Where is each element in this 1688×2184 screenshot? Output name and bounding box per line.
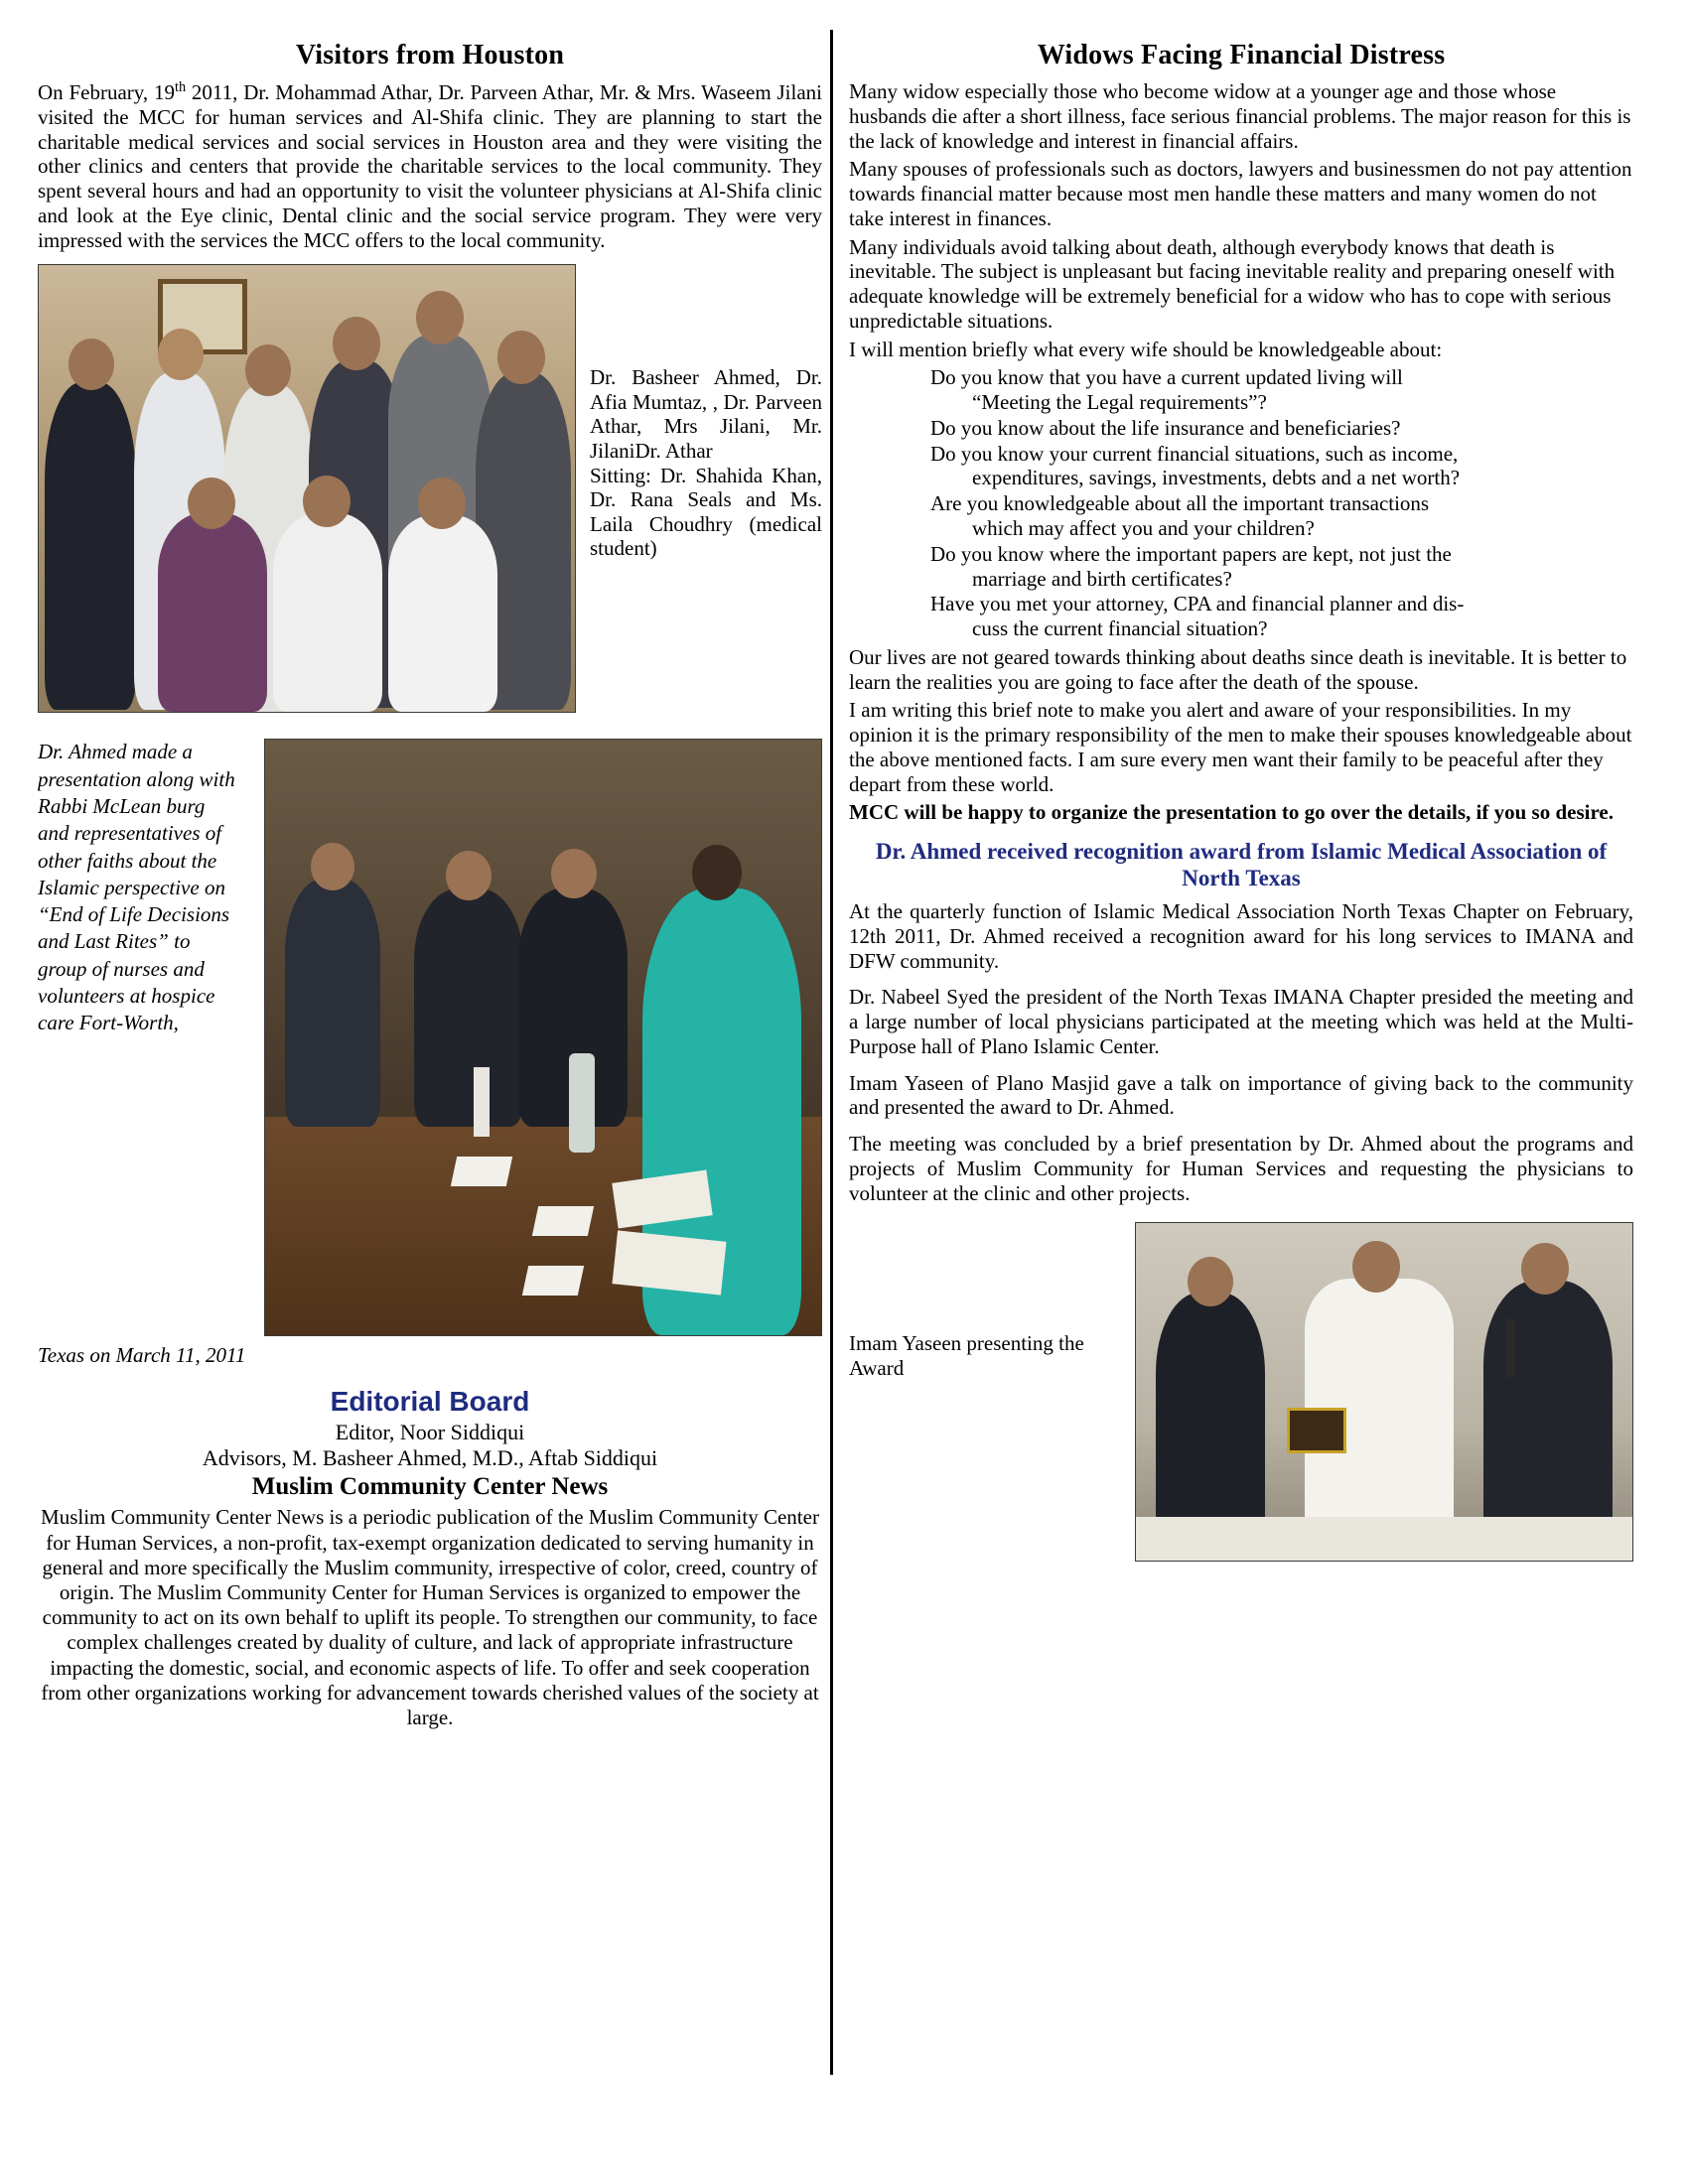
person-figure (273, 513, 382, 712)
person-head (245, 344, 291, 396)
visitors-headline: Visitors from Houston (295, 40, 565, 70)
person-head (1188, 1257, 1233, 1306)
list-item (930, 416, 1633, 441)
right-column (849, 40, 1633, 1562)
person-head (692, 845, 742, 900)
person-figure (45, 382, 136, 710)
question-main: Have you met your attorney, CPA and financial planner and dis- (930, 592, 1465, 616)
question-cont: which may affect you and your children? (972, 516, 1315, 541)
person-head (497, 331, 545, 384)
editorial-advisors: Advisors, M. Basheer Ahmed, M.D., Aftab Siddiqui (202, 1445, 658, 1471)
editorial-board-section (38, 1386, 822, 1730)
question-main: Do you know where the important papers are kept, not just the (930, 541, 1452, 566)
award-headline: Dr. Ahmed received recognition award from Islamic Medical Association of North Texas (875, 839, 1608, 890)
name-card (522, 1266, 584, 1296)
editorial-body-text: Muslim Community Center News is a periodic publication of the Muslim Community Center for Human Services, a non-profit, tax-exempt organization dedicated to serving humanity in general and more specifically the Muslim community, irrespective of color, creed, country of origin. The Muslim Community Center for Human Services is organized to empower the community to act on its own behalf to uplift its people. To strengthen our community, to face complex challenges created by duality of culture, and lack of appropriate infrastructure impacting the domestic, social, and economic aspects of life. To offer and seek cooperation from other organizations working for advancement towards cherished values of the society at large. (41, 1505, 819, 1729)
visitors-article-text: On February, 19th 2011, Dr. Mohammad Athar, Dr. Parveen Athar, Mr. & Mrs. Waseem Jilani visited the MCC for human services and Al-Shifa clinic. They are planning to start the charitable medical services and social services in Houston area and they were visiting the other clinics and centers that provide the charitable services to the local community. They spent several hours and had an opportunity to visit the volunteer physicians at Al-Shifa clinic and look at the Eye clinic, Dental clinic and the social service program. They were very impressed with the services the MCC offers to the local community. (38, 79, 823, 252)
column-divider (830, 30, 833, 2075)
award-paragraph-4: The meeting was concluded by a brief presentation by Dr. Ahmed about the programs and projects of Muslim Community for Human Services and requesting the physicians to volunteer at the clinic and other projects. (849, 1132, 1633, 1205)
panel-photo-caption-text: Dr. Ahmed made a presentation along with Rabbi McLean burg and representatives of other faiths about the Islamic perspective on “End of Life Decisions and Last Rites” to group of nurses and volunteers at hospice care Fort-Worth, (38, 740, 235, 1035)
water-bottle (569, 1053, 595, 1153)
panel-discussion-photo (264, 739, 822, 1336)
group-photo-caption-seated: Sitting: Dr. Shahida Khan, Dr. Rana Seals and Ms. Laila Choudhry (medical student) (590, 463, 822, 561)
person-head (158, 329, 204, 380)
question-main: Do you know your current financial situations, such as income, (930, 441, 1459, 466)
editorial-publication-name: Muslim Community Center News (251, 1473, 609, 1501)
widows-question-list (891, 365, 1633, 640)
widows-paragraph-6: I am writing this brief note to make you alert and aware of your responsibilities. In my opinion it is the primary responsibility of the men to make their spouses knowledgeable about the above mentioned facts. I am sure every men want their family to be peaceful after they depart from these world. (849, 698, 1632, 796)
person-head (551, 849, 597, 898)
photo2-block (38, 729, 822, 1369)
person-figure (158, 513, 267, 712)
visitors-article-paragraph (38, 79, 822, 252)
water-bottle (474, 1067, 490, 1137)
widows-paragraph-4: I will mention briefly what every wife should be knowledgeable about: (849, 337, 1443, 361)
widows-paragraph-3: Many individuals avoid talking about death, although everybody knows that death is inevitable. The subject is unpleasant but facing inevitable reality and preparing oneself with adequate knowledge will be extremely beneficial for a widow who has to cope with serious unpredictable situations. (849, 234, 1616, 333)
person-head (303, 476, 351, 527)
question-main: Do you know about the life insurance and beneficiaries? (930, 415, 1401, 440)
list-item (930, 542, 1633, 592)
question-cont: marriage and birth certificates? (972, 566, 1232, 591)
group-photo-caption-names: Dr. Basheer Ahmed, Dr. Afia Mumtaz, , Dr. Parveen Athar, Mrs Jilani, Mr. JilaniDr. Athar (590, 365, 822, 464)
list-item (930, 442, 1633, 491)
left-column (38, 40, 822, 1730)
table-foreground (1136, 1517, 1632, 1561)
list-item (930, 365, 1633, 415)
group-photo-caption (590, 256, 822, 561)
person-head (446, 851, 492, 900)
widows-bold-note: MCC will be happy to organize the presentation to go over the details, if you so desire. (849, 800, 1614, 825)
person-head (1521, 1243, 1569, 1295)
editorial-editor: Editor, Noor Siddiqui (335, 1419, 525, 1444)
panel-photo-caption (38, 729, 236, 1036)
group-photo (38, 264, 576, 713)
widows-paragraph-5: Our lives are not geared towards thinking about deaths since death is inevitable. It is better to learn the realities you are going to face after the death of the spouse. (849, 644, 1627, 694)
question-cont: “Meeting the Legal requirements”? (972, 390, 1267, 415)
question-main: Do you know that you have a current updated living will (930, 365, 1403, 390)
question-cont: cuss the current financial situation? (972, 616, 1268, 641)
award-paragraph-1: At the quarterly function of Islamic Medical Association North Texas Chapter on February, 12th 2011, Dr. Ahmed received a recognition award for his long services to IMANA and DFW community. (849, 899, 1633, 973)
person-head (418, 478, 466, 529)
award-plaque (1287, 1408, 1346, 1453)
award-presentation-photo (1135, 1222, 1633, 1562)
microphone (1505, 1318, 1515, 1378)
person-head (416, 291, 464, 344)
question-cont: expenditures, savings, investments, debts and a net worth? (972, 466, 1461, 490)
award-paragraph-3: Imam Yaseen of Plano Masjid gave a talk on importance of giving back to the community and presented the award to Dr. Ahmed. (849, 1070, 1633, 1120)
widows-headline: Widows Facing Financial Distress (1037, 40, 1446, 70)
list-item (930, 491, 1633, 541)
widows-paragraph-1: Many widow especially those who become widow at a younger age and those whose husbands die after a short illness, face serious financial problems. The major reason for this is the lack of knowledge and interest in financial affairs. (849, 79, 1631, 153)
person-figure (388, 515, 497, 712)
panel-photo-caption-tail: Texas on March 11, 2011 (38, 1343, 246, 1368)
photo1-block (38, 256, 822, 719)
person-figure (414, 888, 523, 1127)
person-head (69, 339, 114, 390)
person-head (333, 317, 380, 370)
name-card (451, 1157, 512, 1186)
person-figure (285, 879, 380, 1127)
person-head (188, 478, 235, 529)
award-paragraph-2: Dr. Nabeel Syed the president of the North Texas IMANA Chapter presided the meeting and a large number of local physicians participated at the meeting which was held at the Multi-Purpose hall of Plano Islamic Center. (849, 985, 1633, 1058)
photo3-block (849, 1212, 1633, 1562)
list-item (930, 592, 1633, 641)
award-photo-caption: Imam Yaseen presenting the Award (849, 1330, 1084, 1380)
question-main: Are you knowledgeable about all the important transactions (930, 491, 1430, 516)
name-card (532, 1206, 594, 1236)
widows-paragraph-2: Many spouses of professionals such as doctors, lawyers and businessmen do not pay attention towards financial matter because most men handle these matters and many women do not take interest in finances. (849, 157, 1632, 230)
editorial-board-title: Editorial Board (330, 1385, 530, 1417)
person-head (1352, 1241, 1400, 1293)
